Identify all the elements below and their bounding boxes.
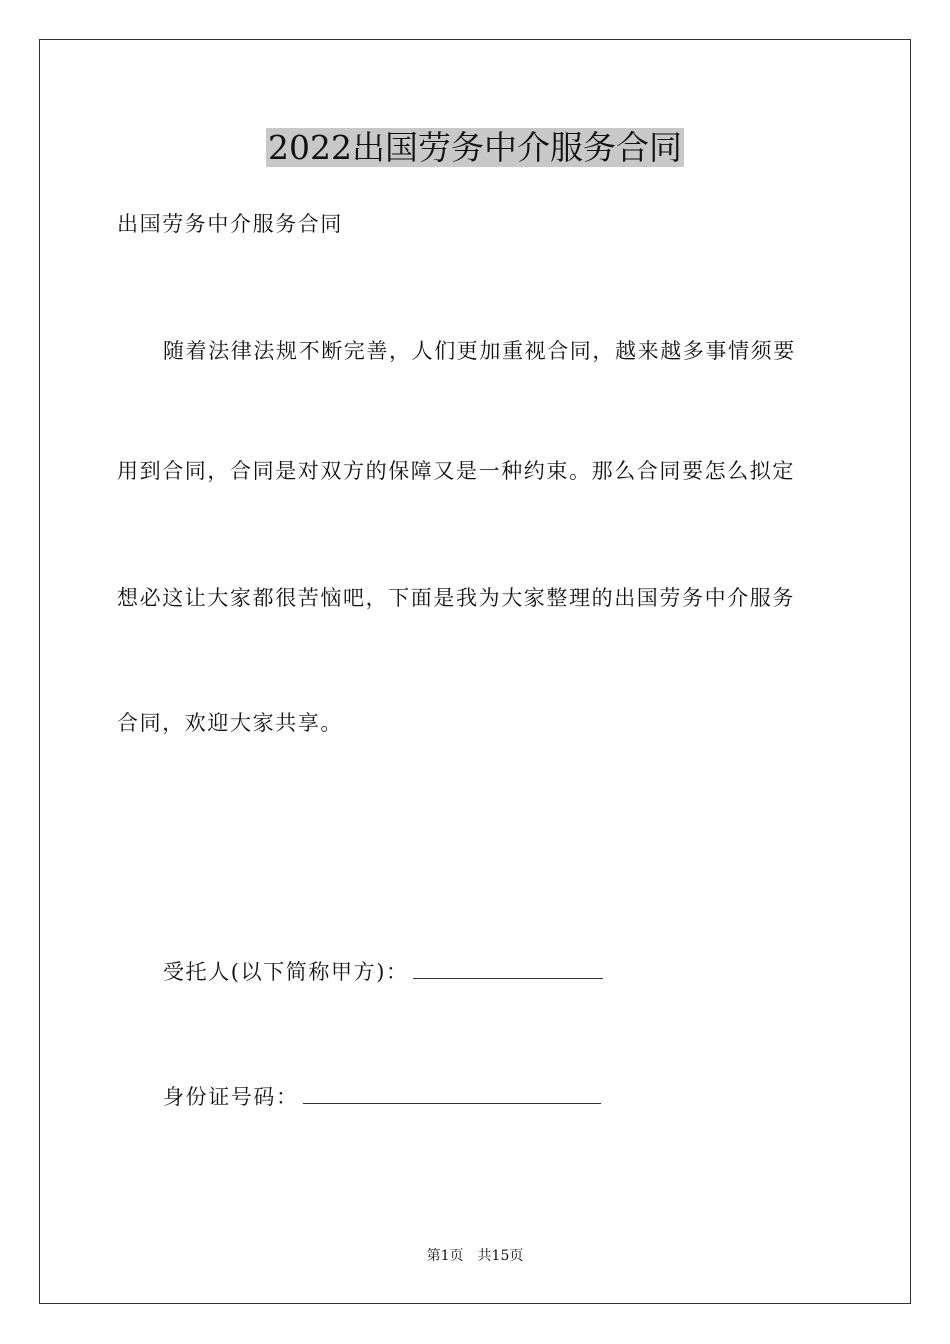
page-footer	[0, 1246, 950, 1266]
id-number-field	[163, 1082, 601, 1112]
paragraph-line-1: 随着法律法规不断完善，人们更加重视合同，越来越多事情须要	[163, 339, 796, 363]
trustee-blank-line	[413, 958, 603, 979]
document-subtitle: 出国劳务中介服务合同	[117, 212, 343, 236]
page-total: 共15页	[477, 1248, 524, 1264]
id-number-field-label: 身份证号码：	[163, 1085, 299, 1109]
id-number-blank-line	[303, 1083, 601, 1104]
paragraph-line-3: 想必这让大家都很苦恼吧，下面是我为大家整理的出国劳务中介服务	[117, 586, 795, 610]
page-current: 第1页	[426, 1248, 464, 1264]
document-title: 2022出国劳务中介服务合同	[268, 128, 682, 167]
paragraph-line-4: 合同，欢迎大家共享。	[117, 711, 343, 735]
trustee-field	[163, 957, 603, 987]
trustee-field-label: 受托人(以下简称甲方)：	[163, 960, 409, 984]
paragraph-line-2: 用到合同，合同是对双方的保障又是一种约束。那么合同要怎么拟定	[117, 459, 795, 483]
